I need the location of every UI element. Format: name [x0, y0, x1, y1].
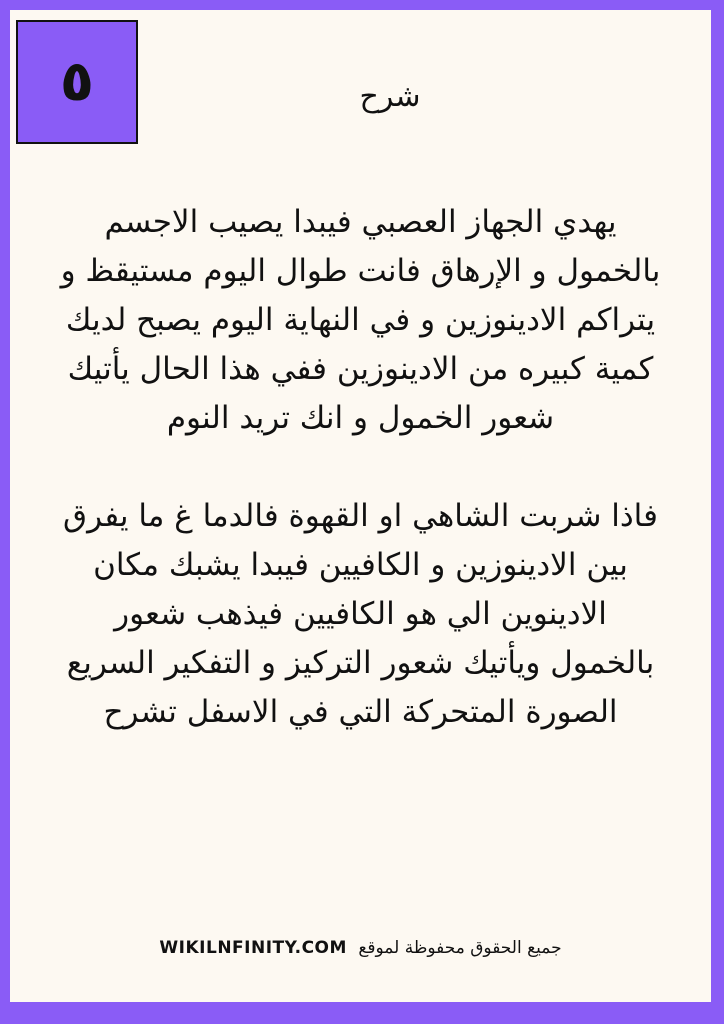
- text-line: شعور الخمول و انك تريد النوم: [166, 400, 555, 436]
- paragraph-1: [10, 198, 711, 443]
- text-line: الادينوين الي هو الكافيين فيذهب شعور: [114, 596, 607, 632]
- text-line: فاذا شربت الشاهي او القهوة فالدما غ ما يفرق: [63, 498, 658, 534]
- text-line: كمية كبيره من الادينوزين ففي هذا الحال يأتيك: [67, 351, 654, 387]
- paragraph-2: [10, 492, 711, 737]
- document-page: [10, 10, 711, 1002]
- text-line: يتراكم الادينوزين و في النهاية اليوم يصبح لديك: [65, 302, 656, 338]
- page-number-badge: [16, 20, 138, 144]
- footer-website: WIKILNFINITY.COM: [159, 938, 347, 958]
- article-body: [10, 198, 711, 786]
- page-number: ٥: [59, 49, 95, 114]
- footer-credit: [10, 940, 711, 957]
- text-line: بالخمول و الإرهاق فانت طوال اليوم مستيقظ و: [60, 253, 661, 289]
- text-line: بين الادينوزين و الكافيين فيبدا يشبك مكان: [93, 547, 628, 583]
- footer-rights-text: جميع الحقوق محفوظة لموقع: [358, 938, 562, 958]
- text-line: الصورة المتحركة التي في الاسفل تشرح: [103, 694, 618, 730]
- text-line: بالخمول ويأتيك شعور التركيز و التفكير السريع: [66, 645, 655, 681]
- text-line: يهدي الجهاز العصبي فيبدا يصيب الاجسم: [104, 204, 617, 240]
- page-title: شرح: [359, 79, 421, 114]
